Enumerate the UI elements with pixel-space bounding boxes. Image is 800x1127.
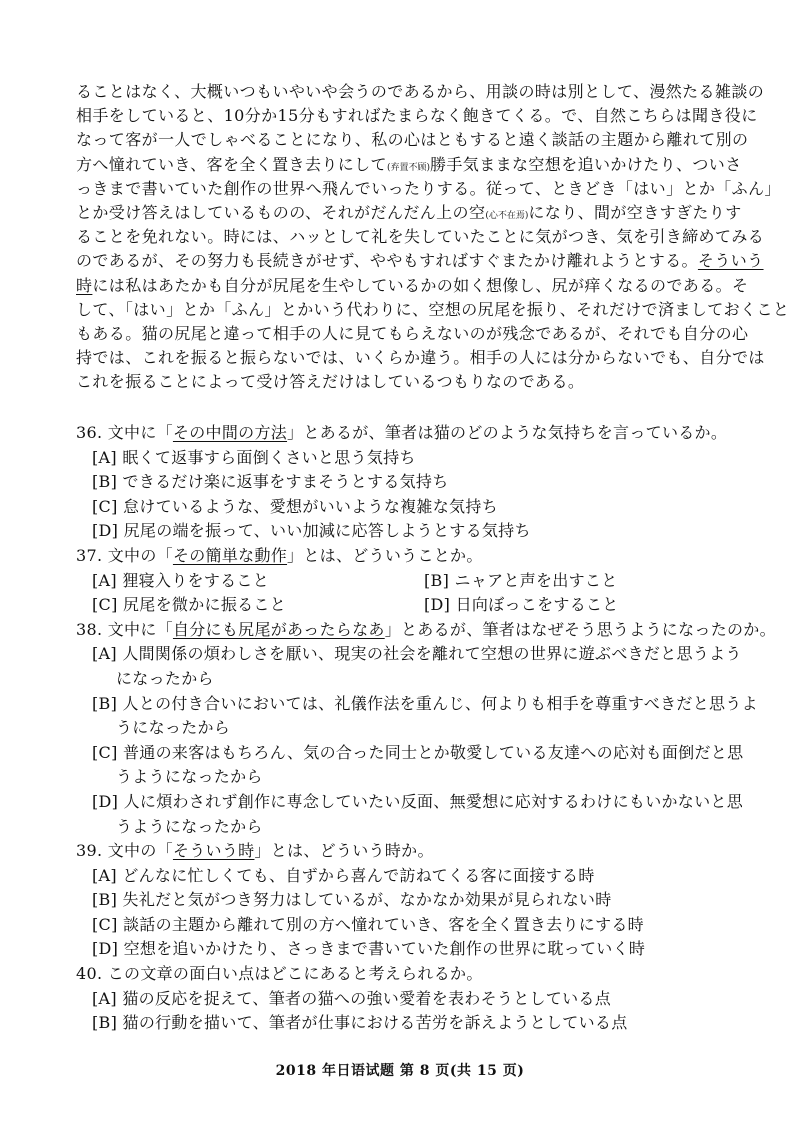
option-39-b: [B] 失礼だと気がつき努力はしているが、なかなか効果が見られない時	[92, 890, 612, 910]
option-38-a	[92, 642, 756, 691]
option-text-continued: うになったから	[116, 718, 231, 738]
option-36-b: [B] できるだけ楽に返事をすまそうとする気持ち	[92, 472, 449, 492]
quoted-phrase: その中間の方法	[172, 423, 288, 442]
option-text: [C] 普通の来客はもちろん、気の合った同士とか敬愛している友達への応対も面倒だと思	[92, 742, 744, 762]
passage-line: 相手をしていると、10分か15分もすればたまらなく飽きてくる。で、自然こちらは聞き役に	[76, 106, 758, 126]
option-37-d: [D] 日向ぼっこをすること	[424, 595, 619, 615]
option-text-continued: うようになったから	[116, 816, 263, 836]
passage-line: ることはなく、大概いつもいやいや会うのであるから、用談の時は別として、漫然たる雑談の	[76, 82, 765, 101]
option-37-c: [C] 尻尾を微かに振ること	[92, 595, 287, 615]
passage-line	[76, 153, 742, 177]
passage-line: なって客が一人でしゃべることになり、私の心はともすると遠く談話の主題から離れて別の	[76, 130, 749, 150]
passage-text: のであるが、その努力も長続きがせず、ややもすればすぐまたかけ離れようとする。	[76, 251, 698, 271]
option-36-d: [D] 尻尾の端を振って、いい加減に応答しようとする気持ち	[92, 521, 531, 541]
option-row	[92, 593, 756, 618]
passage-text: になり、間が空きすぎたりす	[528, 202, 742, 222]
quoted-phrase: 自分にも尻尾があったらなあ	[172, 619, 385, 639]
option-text: [D] 人に煩わされず創作に専念していたい反面、無愛想に応対するわけにもいかないと思	[92, 791, 743, 811]
stem-text: 39. 文中の「	[76, 841, 173, 861]
stem-text: 」とあるが、筆者はなぜそう思うようになったのか。	[384, 619, 776, 639]
chinese-gloss: (心不在焉)	[485, 210, 529, 221]
page-footer: 2018 年日语试题 第 8 页(共 15 页)	[275, 1063, 525, 1079]
option-40-b: [B] 猫の行動を描いて、筆者が仕事における苦労を訴えようとしている点	[92, 1013, 628, 1033]
option-40-a: [A] 猫の反応を捉えて、筆者の猫への強い愛着を表わそうとしている点	[92, 988, 612, 1008]
option-37-b: [B] ニャアと声を出すこと	[424, 570, 618, 590]
option-38-d	[92, 790, 756, 839]
question-40-stem: 40. この文章の面白い点はどこにあると考えられるか。	[76, 964, 483, 984]
passage-line	[76, 274, 749, 298]
reading-passage	[76, 80, 790, 394]
passage-text: には私はあたかも自分が尻尾を生やしているかの如く想像し、尻が痒くなるのである。そ	[92, 275, 749, 295]
option-row	[92, 569, 756, 594]
option-38-b	[92, 692, 756, 741]
option-text-continued: になったから	[116, 668, 214, 688]
underlined-phrase: そういう	[697, 251, 764, 271]
passage-text: 方へ憧れていき、客を全く置き去りにして	[76, 154, 387, 174]
question-39-stem	[76, 839, 756, 864]
option-text: [B] 人との付き合いにおいては、礼儀作法を重んじ、何よりも相手を尊重すべきだと思うよ	[92, 693, 758, 713]
passage-line: っきまで書いていた創作の世界へ飛んでいったりする。従って、ときどき「はい」とか「ふん」	[76, 178, 781, 198]
passage-line: これを振ることによって受け答えだけはしているつもりなのである。	[76, 372, 585, 392]
stem-text: 」とあるが、筆者は猫のどのような気持ちを言っているか。	[287, 423, 728, 442]
passage-line	[76, 249, 764, 273]
stem-text: 38. 文中に「	[76, 619, 173, 639]
question-38-stem	[76, 618, 776, 643]
question-list	[76, 421, 776, 1036]
chinese-gloss: (弃置不顾)	[386, 162, 430, 173]
option-38-c	[92, 741, 756, 790]
underlined-phrase: 時	[76, 275, 93, 295]
passage-text: 勝手気ままな空想を追いかけたり、ついさ	[430, 154, 742, 174]
option-36-c: [C] 怠けているような、愛想がいいような複雑な気持ち	[92, 496, 498, 516]
option-text-continued: うようになったから	[116, 767, 263, 787]
passage-line: して、「はい」とか「ふん」とかいう代わりに、空想の尻尾を振り、それだけで済ましておくこと	[76, 299, 790, 319]
passage-line: もある。猫の尻尾と違って相手の人に見てもらえないのが残念であるが、それでも自分の心	[76, 323, 749, 343]
option-39-c: [C] 談話の主題から離れて別の方へ憧れていき、客を全く置き去りにする時	[92, 914, 644, 934]
option-37-a: [A] 狸寝入りをすること	[92, 570, 270, 590]
quoted-phrase: そういう時	[172, 841, 255, 861]
question-37-stem	[76, 544, 756, 569]
passage-line: 持では、これを振ると振らないでは、いくらか違う。相手の人には分からないでも、自分では	[76, 348, 765, 368]
stem-text: 36. 文中に「	[76, 423, 173, 442]
passage-line: ることを免れない。時には、ハッとして礼を失していたことに気がつき、気を引き締めてみる	[76, 227, 765, 247]
option-39-a: [A] どんなに忙しくても、自ずから喜んで訪ねてくる客に面接する時	[92, 865, 595, 885]
question-36-stem	[76, 421, 756, 446]
stem-text: 」とは、どういう時か。	[254, 841, 434, 861]
stem-text: 37. 文中の「	[76, 545, 173, 565]
option-39-d: [D] 空想を追いかけたり、さっきまで書いていた創作の世界に耽っていく時	[92, 939, 646, 959]
stem-text: 」とは、どういうことか。	[287, 545, 483, 565]
passage-text: とか受け答えはしているものの、それがだんだん上の空	[76, 202, 486, 222]
quoted-phrase: その簡単な動作	[172, 545, 288, 565]
option-text: [A] 人間関係の煩わしさを厭い、現実の社会を離れて空想の世界に遊ぶべきだと思うよう	[92, 644, 742, 664]
passage-line	[76, 201, 742, 225]
option-36-a: [A] 眠くて返事すら面倒くさいと思う気持ち	[92, 447, 416, 467]
